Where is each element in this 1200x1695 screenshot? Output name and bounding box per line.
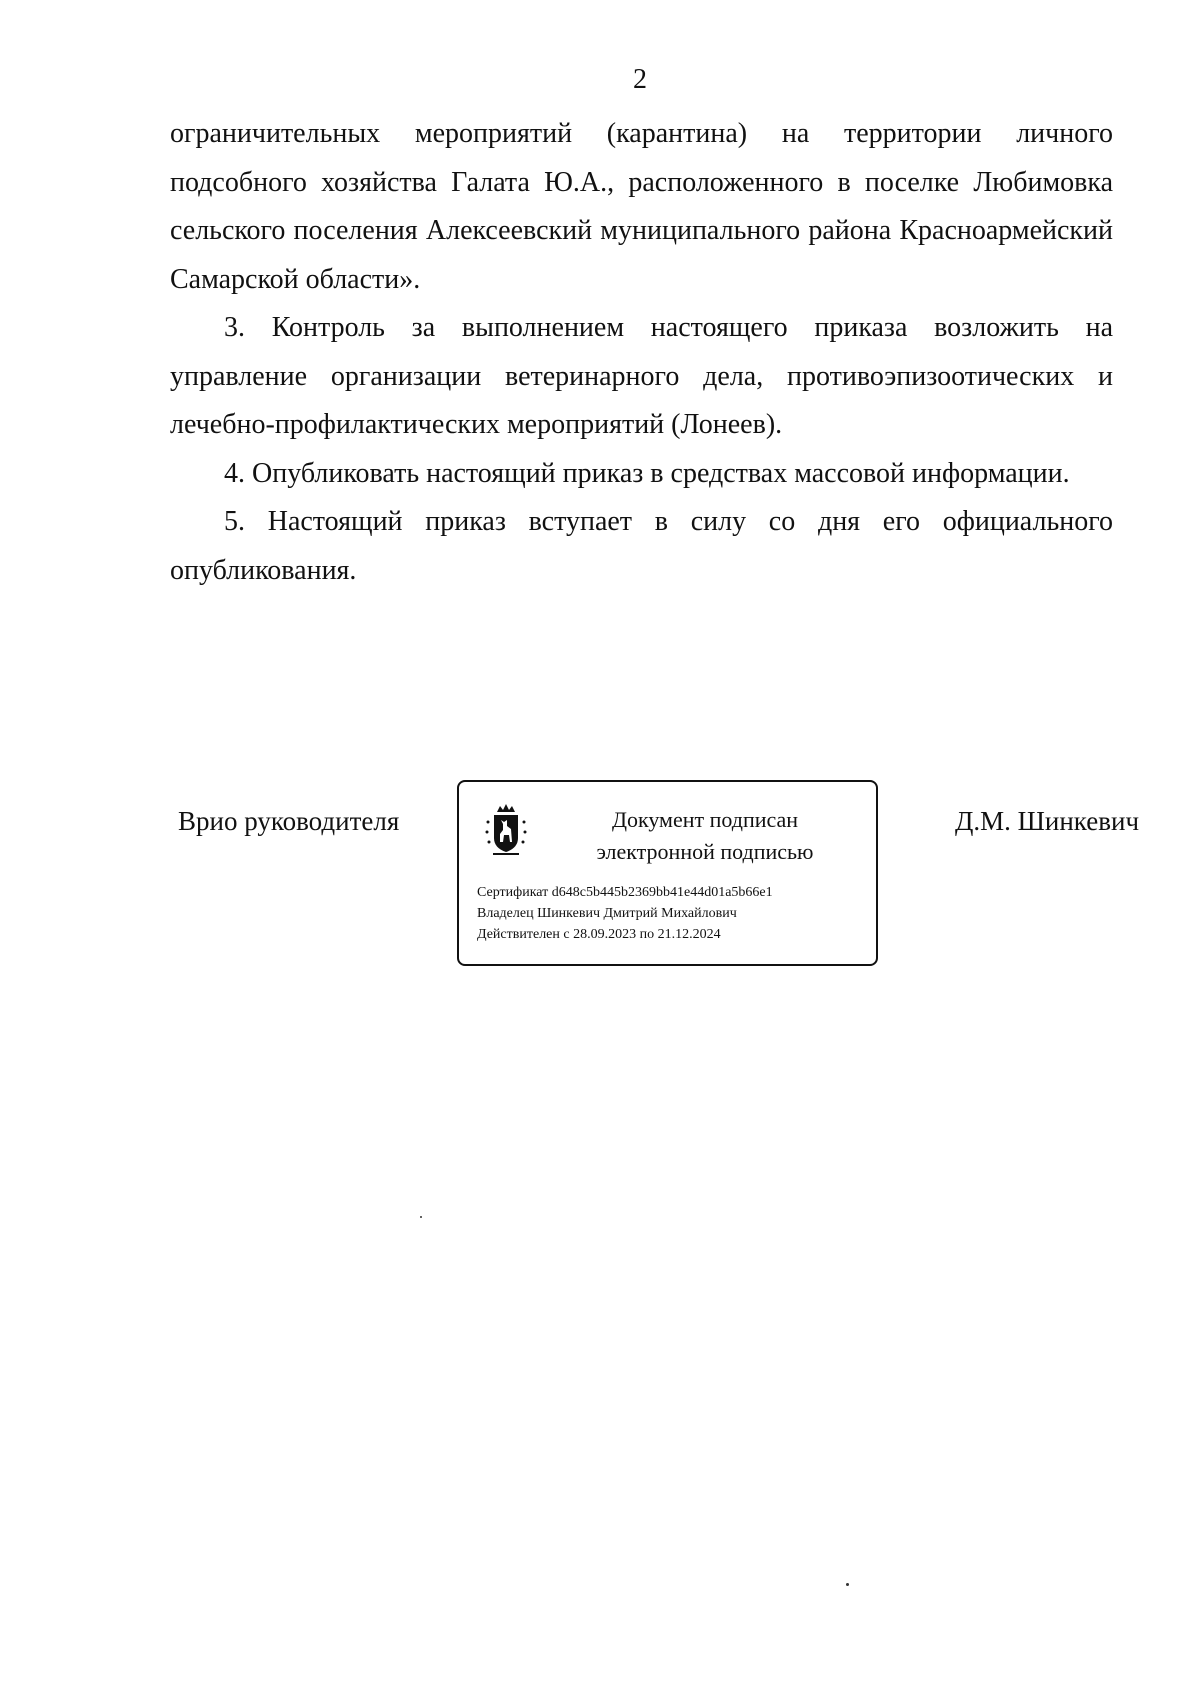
scan-speck (846, 1583, 849, 1586)
samara-coat-of-arms-icon (483, 804, 529, 858)
document-body (170, 110, 1113, 595)
stamp-heading (555, 804, 855, 868)
validity-line: Действителен с 28.09.2023 по 21.12.2024 (477, 927, 721, 942)
paragraph-item-5: 5. Настоящий приказ вступает в силу со дня его официального опубликования. (170, 506, 1113, 586)
paragraph-continuation: ограничительных мероприятий (карантина) на территории личного подсобного хозяйства Галата Ю.А., расположенного в поселке Любимовка сельского поселения Алексеевский муниципального района Красноармейский Самарской области». (170, 118, 1113, 295)
signer-name: Д.М. Шинкевич (955, 806, 1140, 836)
certificate-line: Сертификат d648c5b445b2369bb41e44d01a5b66e1 (477, 885, 773, 900)
owner-line: Владелец Шинкевич Дмитрий Михайлович (477, 906, 737, 921)
stamp-heading-line-2: электронной подписью (596, 839, 814, 864)
stamp-details (477, 882, 773, 945)
stamp-heading-line-1: Документ подписан (611, 807, 799, 832)
electronic-signature-stamp (457, 780, 878, 966)
scan-speck (420, 1216, 422, 1218)
signer-position: Врио руководителя (178, 806, 400, 836)
page-number: 2 (633, 64, 647, 95)
paragraph-item-4: 4. Опубликовать настоящий приказ в средствах массовой информации. (224, 457, 1070, 489)
paragraph-item-3: 3. Контроль за выполнением настоящего приказа возложить на управление организации ветеринарного дела, противоэпизоотических и лечебно-профилактических мероприятий (Лонеев). (170, 312, 1113, 440)
